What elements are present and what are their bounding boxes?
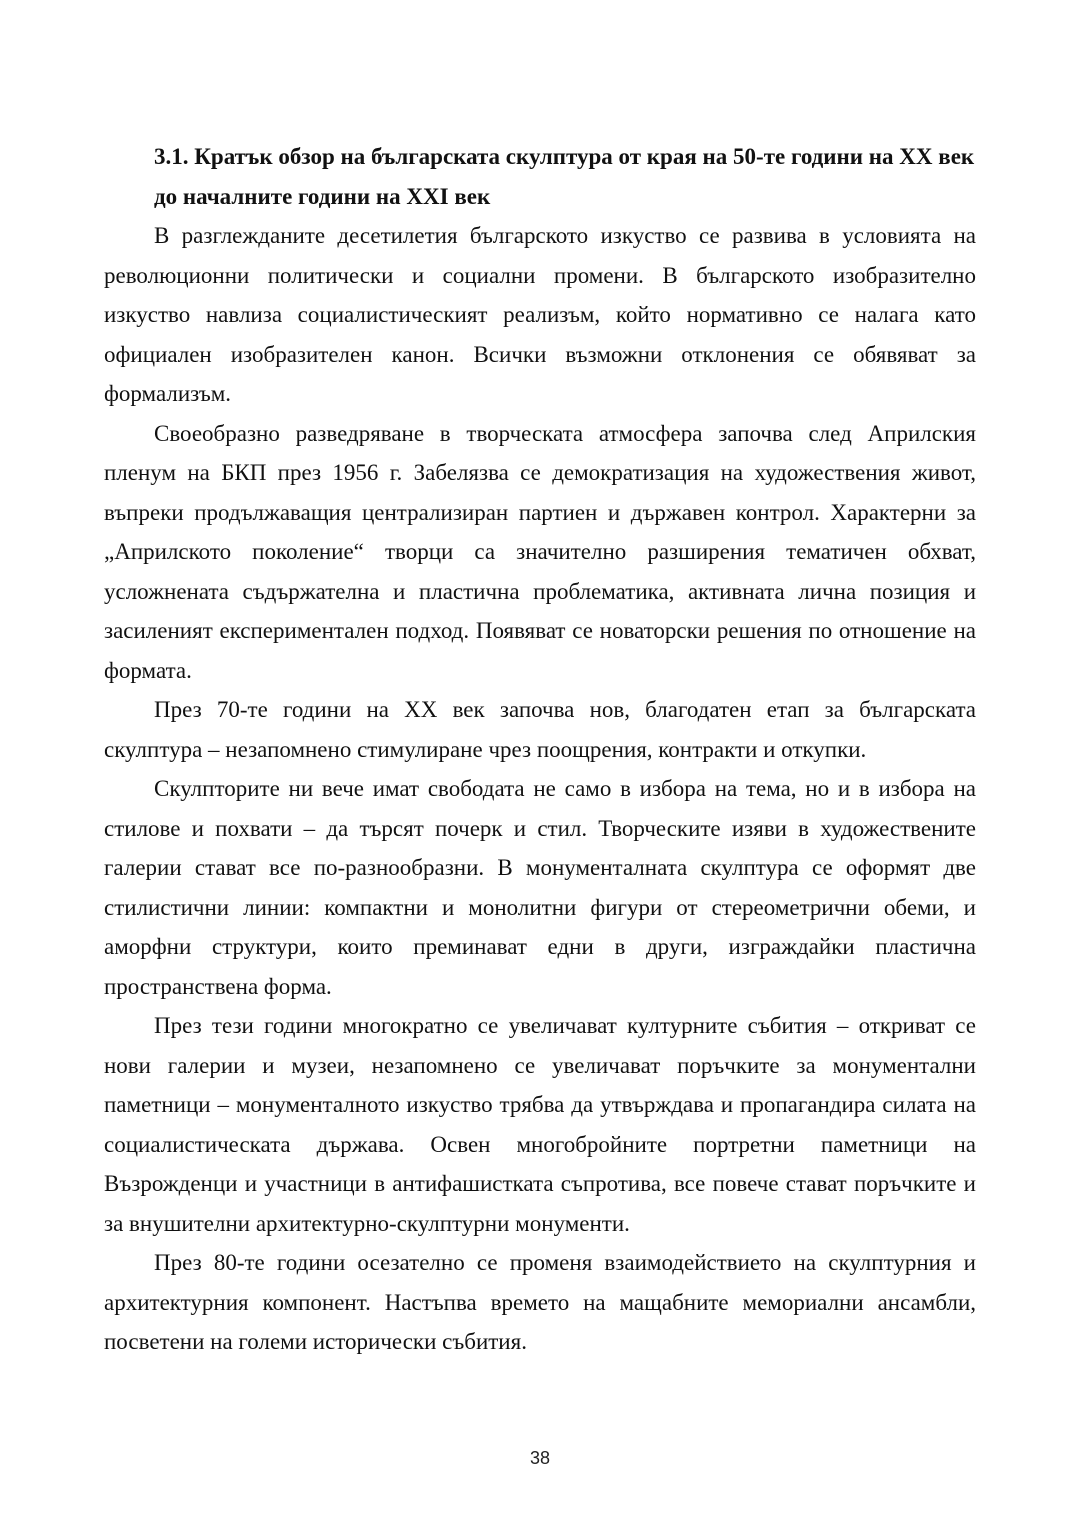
paragraph-5: През тези години многократно се увеличават културните събития – откриват се нови галерии и музеи, незапомнено се увеличават поръчките за монументални паметници – монументалното изкуство трябва да утвърждава и пропагандира силата на социалистическата държава. Освен многобройните портретни паметници на Възрожденци и участници в антифашистката съпротива, все повече стават поръчките и за внушителни архитектурно-скулптурни монументи. <box>104 1013 976 1236</box>
paragraph-2: Своеобразно разведряване в творческата атмосфера започва след Априлския пленум на БКП през 1956 г. Забелязва се демократизация на художествения живот, въпреки продължаващия централизиран партиен и държавен контрол. Характерни за „Априлското поколение“ творци са значително разширения тематичен обхват, усложнената съдържателна и пластична проблематика, активната лична позиция и засиленият експериментален подход. Появяват се новаторски решения по отношение на формата. <box>104 420 976 683</box>
paragraph-6: През 80-те години осезателно се променя взаимодействието на скулптурния и архитектурния компонент. Настъпва времето на мащабните мемориални ансамбли, посветени на големи исторически събития. <box>104 1250 976 1354</box>
page-body <box>104 137 976 1362</box>
page-number: 38 <box>529 1448 551 1468</box>
paragraph-3: През 70-те години на XX век започва нов, благодатен етап за българската скулптура – незапомнено стимулиране чрез поощрения, контракти и откупки. <box>104 697 976 762</box>
section-heading: 3.1. Кратък обзор на българската скулптура от края на 50-те години на XX век до началните години на XXI век <box>154 144 975 209</box>
paragraph-4: Скулпторите ни вече имат свободата не само в избора на тема, но и в избора на стилове и похвати – да търсят почерк и стил. Творческите изяви в художествените галерии стават все по-разнообразни. В монументалната скулптура се оформят две стилистични линии: компактни и монолитни фигури от стереометрични обеми, и аморфни структури, които преминават едни в други, изграждайки пластична пространствена форма. <box>104 776 976 999</box>
paragraph-1: В разглежданите десетилетия българското изкуство се развива в условията на революционни политически и социални промени. В българското изобразително изкуство навлиза социалистическият реализъм, който нормативно се налага като официален изобразителен канон. Всички възможни отклонения се обявяват за формализъм. <box>104 223 976 406</box>
